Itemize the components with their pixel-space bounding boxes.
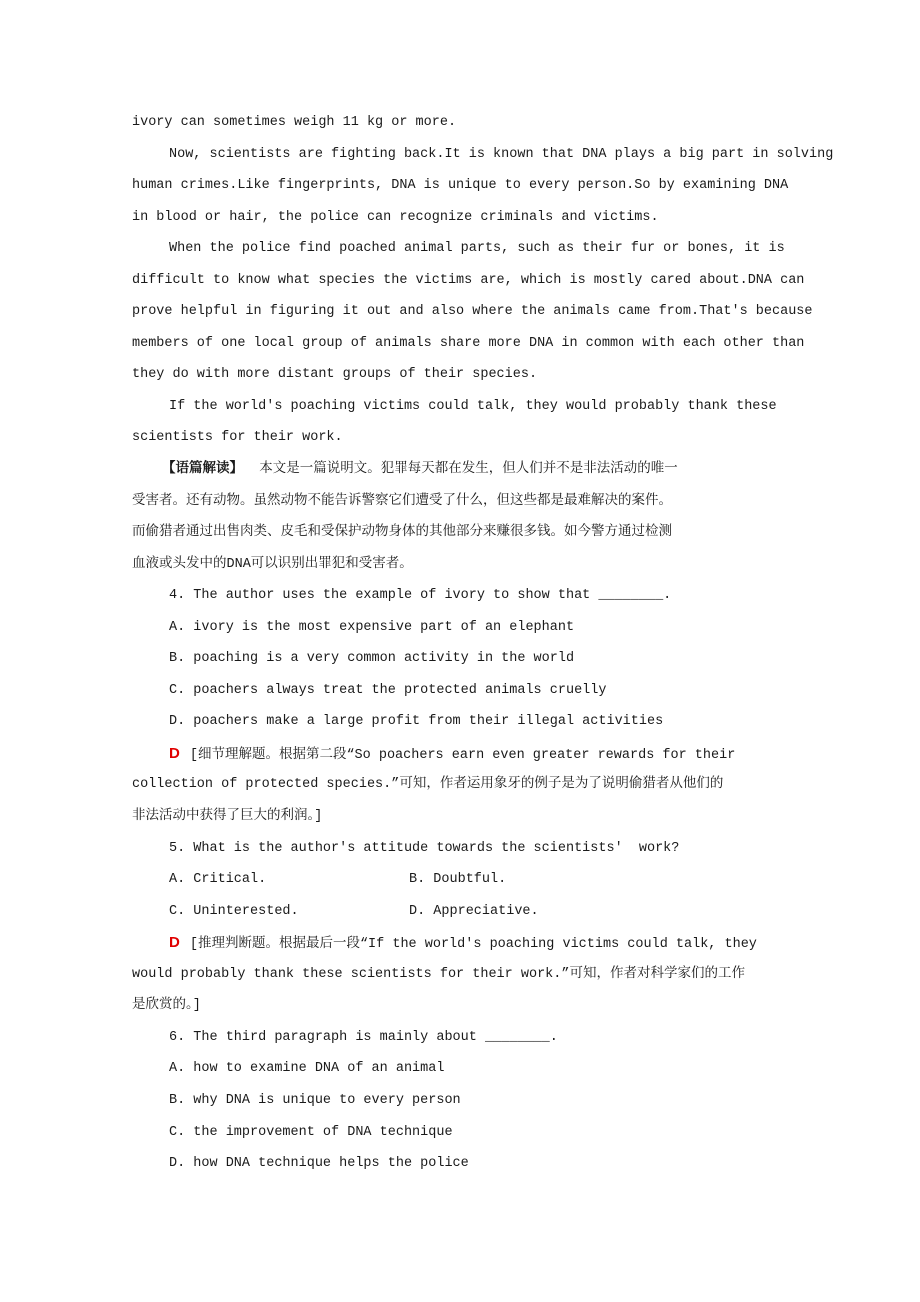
- q6-option-a: A. how to examine DNA of an animal: [169, 1061, 445, 1077]
- q4-explanation-line: collection of protected species.”可知，作者运用象牙的例子是为了说明偷猎者从他们的: [132, 777, 724, 793]
- passage-line: ivory can sometimes weigh 11 kg or more.: [132, 115, 457, 130]
- passage-line: difficult to know what species the victims are, which is mostly cared about.DNA can: [132, 272, 805, 288]
- passage-line: Now, scientists are fighting back.It is known that DNA plays a big part in solving: [169, 146, 834, 162]
- passage-line: prove helpful in figuring it out and also where the animals came from.That's because: [132, 304, 813, 320]
- q5-option-c: C. Uninterested.: [169, 903, 299, 919]
- q4-explanation-line: D [细节理解题。根据第二段“So poachers earn even greater rewards for their: [169, 744, 736, 763]
- q4-option-c: C. poachers always treat the protected animals cruelly: [169, 682, 607, 698]
- question-5-stem: 5. What is the author's attitude towards the scientists' work?: [169, 840, 680, 856]
- passage-line: in blood or hair, the police can recognize criminals and victims.: [132, 209, 659, 225]
- q5-explanation-line: D [推理判断题。根据最后一段“If the world's poaching victims could talk, they: [169, 934, 757, 953]
- passage-line: scientists for their work.: [132, 430, 343, 446]
- passage-line: If the world's poaching victims could talk, they would probably thank these: [169, 398, 777, 414]
- q5-options-row: [132, 867, 852, 899]
- question-4-stem: 4. The author uses the example of ivory to show that ________.: [169, 588, 672, 604]
- q6-option-d: D. how DNA technique helps the police: [169, 1156, 469, 1172]
- q5-option-b: B. Doubtful.: [409, 872, 507, 888]
- q4-explanation-line: 非法活动中获得了巨大的利润。]: [132, 809, 323, 825]
- passage-line: When the police find poached animal parts, such as their fur or bones, it is: [169, 241, 785, 257]
- question-6-stem: 6. The third paragraph is mainly about ________.: [169, 1029, 558, 1045]
- q4-option-d: D. poachers make a large profit from their illegal activities: [169, 714, 664, 730]
- q4-option-a: A. ivory is the most expensive part of an elephant: [169, 619, 575, 635]
- q4-answer: D: [169, 744, 180, 762]
- analysis-heading: 【语篇解读】: [162, 462, 243, 478]
- q6-option-c: C. the improvement of DNA technique: [169, 1124, 453, 1140]
- analysis-line: 血液或头发中的DNA可以识别出罪犯和受害者。: [132, 556, 413, 572]
- q5-option-d: D. Appreciative.: [409, 903, 539, 919]
- q5-explanation-line: would probably thank these scientists for their work.”可知，作者对科学家们的工作: [132, 966, 745, 982]
- q5-answer: D: [169, 934, 180, 952]
- q5-option-a: A. Critical.: [169, 872, 267, 888]
- q4-option-b: B. poaching is a very common activity in the world: [169, 651, 575, 667]
- q5-explanation-line: 是欣赏的。]: [132, 998, 201, 1014]
- passage-line: human crimes.Like fingerprints, DNA is unique to every person.So by examining DNA: [132, 178, 789, 194]
- passage-line: members of one local group of animals share more DNA in common with each other than: [132, 335, 805, 351]
- passage-line: they do with more distant groups of their species.: [132, 367, 538, 383]
- document-page: [132, 110, 852, 1183]
- q6-option-b: B. why DNA is unique to every person: [169, 1092, 461, 1108]
- q5-options-row: [132, 899, 852, 931]
- analysis-line: 【语篇解读】 本文是一篇说明文。犯罪每天都在发生，但人们并不是非法活动的唯一: [162, 462, 678, 478]
- analysis-line: 受害者。还有动物。虽然动物不能告诉警察它们遭受了什么，但这些都是最难解决的案件。: [132, 493, 672, 509]
- analysis-line: 而偷猎者通过出售肉类、皮毛和受保护动物身体的其他部分来赚很多钱。如今警方通过检测: [132, 525, 672, 541]
